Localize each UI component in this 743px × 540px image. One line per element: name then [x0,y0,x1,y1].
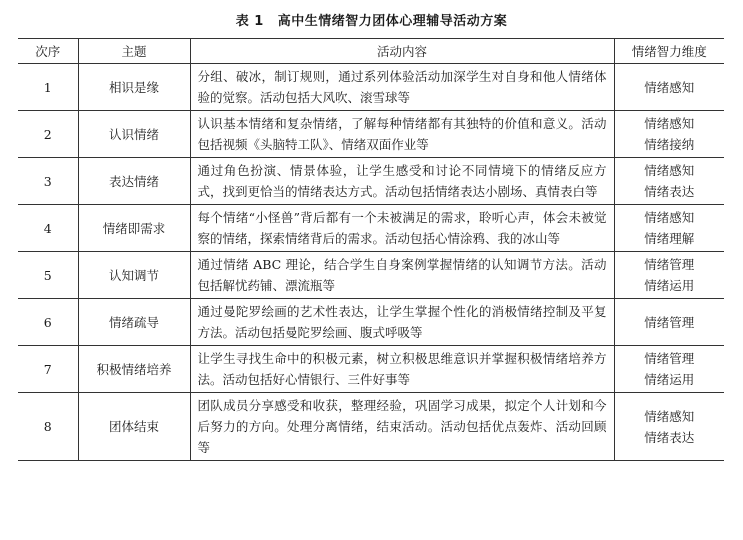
dimension-item: 情绪接纳 [644,137,695,152]
dimension-item: 情绪管理 [644,257,695,272]
row-content: 通过情绪 ABC 理论，结合学生自身案例掌握情绪的认知调节方法。活动包括解忧药铺、漂流瓶等 [190,252,614,299]
row-theme: 认知调节 [78,252,190,299]
row-content: 通过角色扮演、情景体验，让学生感受和讨论不同情境下的情绪反应方式，找到更恰当的情绪表达方式。活动包括情绪表达小剧场、真情表白等 [190,158,614,205]
row-theme: 表达情绪 [78,158,190,205]
row-dimension [614,393,724,461]
dimension-item: 情绪感知 [644,163,695,178]
row-theme: 团体结束 [78,393,190,461]
row-theme: 积极情绪培养 [78,346,190,393]
table-row [18,64,724,111]
table-title: 高中生情绪智力团体心理辅导活动方案 [277,14,508,29]
row-seq: 2 [18,111,78,158]
row-theme: 认识情绪 [78,111,190,158]
header-seq: 次序 [18,39,78,64]
row-dimension [614,158,724,205]
row-dimension [614,64,724,111]
table-number: 表 1 [235,14,264,29]
header-dimension: 情绪智力维度 [614,39,724,64]
table-row [18,252,724,299]
row-seq: 3 [18,158,78,205]
table-row [18,111,724,158]
row-content: 分组、破冰，制订规则，通过系列体验活动加深学生对自身和他人情绪体验的觉察。活动包括大风吹、滚雪球等 [190,64,614,111]
row-content: 通过曼陀罗绘画的艺术性表达，让学生掌握个性化的消极情绪控制及平复方法。活动包括曼陀罗绘画、腹式呼吸等 [190,299,614,346]
dimension-item: 情绪感知 [644,408,695,424]
table-row [18,158,724,205]
row-theme: 相识是缘 [78,64,190,111]
row-seq: 5 [18,252,78,299]
table-caption [0,10,743,29]
header-row [18,39,724,64]
dimension-item: 情绪感知 [644,116,695,131]
dimension-item: 情绪理解 [644,231,695,246]
row-seq: 6 [18,299,78,346]
row-content: 团队成员分享感受和收获，整理经验，巩固学习成果，拟定个人计划和今后努力的方向。处理分离情绪，结束活动。活动包括优点轰炸、活动回顾等 [190,393,614,461]
row-dimension [614,205,724,252]
activity-plan-table [18,38,724,461]
row-theme: 情绪疏导 [78,299,190,346]
dimension-item: 情绪感知 [644,210,695,225]
row-seq: 4 [18,205,78,252]
dimension-item: 情绪运用 [644,372,695,387]
dimension-item: 情绪管理 [644,351,695,366]
header-theme: 主题 [78,39,190,64]
dimension-item: 情绪表达 [644,429,695,445]
table-row [18,393,724,461]
dimension-item: 情绪运用 [644,278,695,293]
row-content: 认识基本情绪和复杂情绪，了解每种情绪都有其独特的价值和意义。活动包括视频《头脑特工队》、情绪双面作业等 [190,111,614,158]
header-content: 活动内容 [190,39,614,64]
row-seq: 8 [18,393,78,461]
row-dimension [614,299,724,346]
table-row [18,205,724,252]
row-dimension [614,252,724,299]
row-seq: 1 [18,64,78,111]
row-content: 让学生寻找生命中的积极元素，树立积极思维意识并掌握积极情绪培养方法。活动包括好心情银行、三件好事等 [190,346,614,393]
dimension-item: 情绪管理 [644,314,695,330]
row-theme: 情绪即需求 [78,205,190,252]
row-dimension [614,111,724,158]
row-seq: 7 [18,346,78,393]
table-row [18,299,724,346]
row-dimension [614,346,724,393]
table-row [18,346,724,393]
dimension-item: 情绪表达 [644,184,695,199]
dimension-item: 情绪感知 [644,79,695,95]
row-content: 每个情绪“小怪兽”背后都有一个未被满足的需求，聆听心声，体会未被觉察的情绪，探索情绪背后的需求。活动包括心情涂鸦、我的冰山等 [190,205,614,252]
